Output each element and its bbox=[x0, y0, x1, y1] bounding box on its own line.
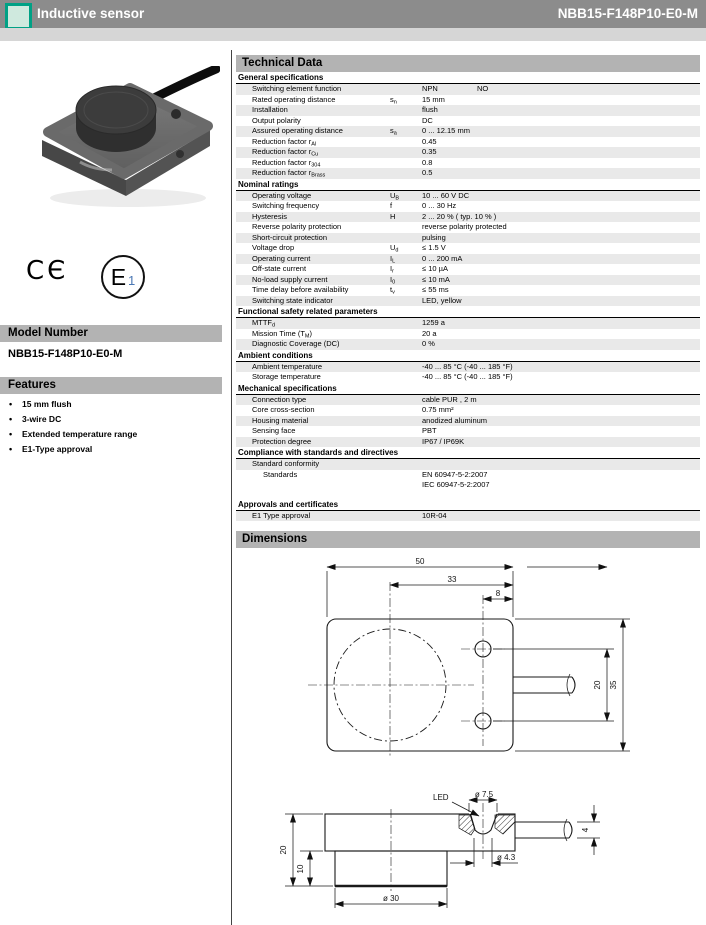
spec-value: -40 ... 85 °C (-40 ... 185 °F) bbox=[422, 372, 513, 381]
spec-value: ≤ 1.5 V bbox=[422, 243, 446, 252]
spec-symbol: $U_B$ bbox=[390, 190, 400, 201]
spec-row bbox=[236, 233, 700, 244]
spec-value: reverse polarity protected bbox=[422, 222, 507, 231]
dimensions-header: Dimensions bbox=[236, 531, 700, 548]
spec-value: cable PUR , 2 m bbox=[422, 394, 477, 404]
features-header: Features bbox=[0, 377, 222, 394]
sub-bar bbox=[0, 28, 706, 41]
spec-value: 0 ... 200 mA bbox=[422, 253, 463, 263]
spec-value: 2 ... 20 % ( typ. 10 % ) bbox=[422, 211, 497, 221]
spec-row bbox=[236, 395, 700, 406]
spec-section bbox=[236, 350, 700, 383]
spec-symbol: $s_n$ bbox=[390, 94, 397, 105]
spec-row bbox=[236, 470, 700, 492]
spec-row bbox=[236, 459, 700, 470]
technical-data-header: Technical Data bbox=[236, 55, 700, 72]
model-number-header: Model Number bbox=[0, 325, 222, 342]
dim-total-height: 20 bbox=[279, 845, 288, 855]
dim-width-center: 33 bbox=[447, 575, 457, 584]
spec-row bbox=[236, 362, 700, 373]
spec-symbol: $s_a$ bbox=[390, 126, 397, 137]
spec-row bbox=[236, 158, 700, 169]
spec-label: Standard conformity bbox=[252, 459, 320, 468]
brand-icon bbox=[5, 3, 32, 30]
spec-label: Reduction factor $r_{Brass}$ bbox=[252, 168, 326, 179]
spec-row bbox=[236, 201, 700, 212]
spec-row bbox=[236, 285, 700, 296]
spec-row bbox=[236, 437, 700, 448]
spec-label: Ambient temperature bbox=[252, 361, 323, 371]
spec-symbol: f bbox=[390, 201, 393, 210]
spec-value: flush bbox=[422, 105, 438, 114]
spec-value: pulsing bbox=[422, 232, 446, 242]
spec-row bbox=[236, 296, 700, 307]
technical-column bbox=[236, 55, 700, 925]
photo-cylinder-top bbox=[76, 86, 156, 134]
spec-value: LED, yellow bbox=[422, 295, 462, 305]
spec-value: NPN bbox=[422, 84, 438, 93]
spec-row bbox=[236, 137, 700, 148]
product-code: NBB15-F148P10-E0-M bbox=[557, 6, 698, 21]
spec-symbol: $t_v$ bbox=[390, 285, 395, 296]
spec-value: DC bbox=[422, 115, 433, 125]
spec-value: ≤ 10 mA bbox=[422, 274, 450, 284]
spec-value: ≤ 55 ms bbox=[422, 285, 449, 294]
spec-value: 1259 a bbox=[422, 318, 445, 327]
spec-row bbox=[236, 116, 700, 127]
spec-section bbox=[236, 383, 700, 448]
spec-value: ≤ 10 µA bbox=[422, 264, 448, 273]
e1-mark bbox=[101, 255, 145, 299]
section-title: General specifications bbox=[236, 72, 700, 84]
e1-digit: 1 bbox=[128, 273, 136, 288]
spec-row bbox=[236, 243, 700, 254]
dimension-drawing-top bbox=[236, 554, 700, 789]
spec-row bbox=[236, 339, 700, 350]
spec-value: 15 mm bbox=[422, 94, 445, 104]
spec-section bbox=[236, 306, 700, 350]
spec-value: 0 % bbox=[422, 339, 435, 348]
spec-label: Core cross-section bbox=[252, 405, 315, 414]
column-divider bbox=[231, 50, 232, 925]
dimension-drawing-side bbox=[236, 789, 700, 925]
spec-section bbox=[236, 179, 700, 307]
spec-value: 0.75 mm² bbox=[422, 405, 454, 414]
spec-value: 20 a bbox=[422, 328, 437, 338]
spec-row bbox=[236, 147, 700, 158]
dim-height-total: 35 bbox=[609, 680, 618, 690]
feature-item: • E1-Type approval bbox=[8, 442, 218, 457]
spec-label: Time delay before availability bbox=[252, 285, 349, 294]
section-title: Nominal ratings bbox=[236, 179, 700, 191]
led-label: LED bbox=[433, 793, 449, 802]
spec-section bbox=[236, 447, 700, 492]
spec-label: $MTTF_d$ bbox=[252, 318, 276, 329]
section-title: Ambient conditions bbox=[236, 350, 700, 362]
spec-row bbox=[236, 84, 700, 95]
spec-label: Installation bbox=[252, 105, 288, 114]
model-number-value: NBB15-F148P10-E0-M bbox=[8, 348, 123, 360]
photo-hole-2 bbox=[176, 150, 184, 158]
spec-value: 0.45 bbox=[422, 136, 437, 146]
spec-value: -40 ... 85 °C (-40 ... 185 °F) bbox=[422, 361, 513, 371]
spec-row bbox=[236, 405, 700, 416]
spec-label: Reduction factor $r_{304}$ bbox=[252, 157, 321, 168]
section-title: Compliance with standards and directives bbox=[236, 447, 700, 459]
spec-row bbox=[236, 275, 700, 286]
spec-label: No-load supply current bbox=[252, 274, 328, 284]
dim-hole-dia: ø 4.3 bbox=[497, 853, 516, 862]
section-title: Functional safety related parameters bbox=[236, 306, 700, 318]
spec-label: Switching frequency bbox=[252, 201, 320, 210]
centerlines-top bbox=[308, 582, 505, 756]
product-photo bbox=[28, 66, 220, 218]
spec-label: Hysteresis bbox=[252, 211, 288, 221]
spec-row bbox=[236, 264, 700, 275]
sensor-side-outline bbox=[325, 813, 572, 886]
spec-row bbox=[236, 191, 700, 202]
spec-label: Switching state indicator bbox=[252, 295, 333, 305]
spec-section bbox=[236, 72, 700, 179]
spec-label: Standards bbox=[263, 469, 298, 479]
spec-row bbox=[236, 426, 700, 437]
spec-value: EN 60947-5-2:2007 IEC 60947-5-2:2007 bbox=[422, 469, 490, 489]
spec-label: Connection type bbox=[252, 394, 307, 404]
dim-hole-spacing: 20 bbox=[593, 680, 602, 690]
spec-label: Reduction factor $r_{Cu}$ bbox=[252, 147, 319, 158]
bullet-icon: • bbox=[9, 444, 13, 454]
spec-symbol: H bbox=[390, 211, 396, 221]
spec-value: 10 ... 60 V DC bbox=[422, 190, 470, 200]
spec-row bbox=[236, 318, 700, 329]
spec-label: Protection degree bbox=[252, 436, 312, 446]
spec-label: Short-circuit protection bbox=[252, 232, 328, 242]
spec-label: Operating current bbox=[252, 253, 311, 263]
spec-value: 0.8 bbox=[422, 157, 433, 167]
photo-hole-1 bbox=[171, 109, 181, 119]
spec-symbol: $U_d$ bbox=[390, 243, 399, 254]
feature-item: • 3-wire DC bbox=[8, 412, 218, 427]
spec-value: 0.35 bbox=[422, 147, 437, 156]
spec-row bbox=[236, 168, 700, 179]
dim-face-height: 10 bbox=[296, 864, 305, 874]
spec-label: Mission Time $(T_M)$ bbox=[252, 328, 313, 339]
dim-width-total: 50 bbox=[415, 557, 425, 566]
spec-row bbox=[236, 105, 700, 116]
bullet-icon: • bbox=[9, 429, 13, 439]
spec-row bbox=[236, 416, 700, 427]
spec-value: 0.5 bbox=[422, 168, 433, 177]
spec-label: Switching element function bbox=[252, 84, 342, 93]
section-title: Mechanical specifications bbox=[236, 383, 700, 395]
spec-label: Reduction factor $r_{Al}$ bbox=[252, 136, 317, 147]
spec-symbol: $I_0$ bbox=[390, 274, 396, 285]
spec-label: Sensing face bbox=[252, 426, 296, 435]
spec-label: Diagnostic Coverage (DC) bbox=[252, 339, 340, 348]
dim-hole-edge: 8 bbox=[495, 589, 501, 598]
spec-label: Assured operating distance bbox=[252, 126, 343, 135]
dimension-lines-side bbox=[285, 800, 600, 908]
spec-label: Off-state current bbox=[252, 264, 307, 273]
spec-label: Housing material bbox=[252, 415, 309, 425]
spec-section bbox=[236, 499, 700, 522]
feature-item: • Extended temperature range bbox=[8, 427, 218, 442]
spec-row bbox=[236, 372, 700, 383]
bullet-icon: • bbox=[9, 399, 13, 409]
technical-sections bbox=[236, 72, 700, 521]
spec-label: Operating voltage bbox=[252, 190, 312, 200]
dim-cable-dia: 4 bbox=[581, 827, 590, 833]
spec-value: 0 ... 12.15 mm bbox=[422, 126, 470, 135]
dim-face-dia: ø 30 bbox=[382, 894, 400, 903]
section-title: Approvals and certificates bbox=[236, 499, 700, 511]
spec-symbol: $I_L$ bbox=[390, 253, 396, 264]
spec-value: IP67 / IP69K bbox=[422, 436, 465, 446]
spec-label: Storage temperature bbox=[252, 372, 321, 381]
features-list bbox=[8, 397, 218, 457]
e1-letter: E bbox=[110, 263, 127, 290]
dim-recess-dia: ø 7.5 bbox=[474, 790, 494, 799]
spec-row bbox=[236, 511, 700, 522]
spec-value: PBT bbox=[422, 426, 437, 435]
spec-value-secondary: NO bbox=[477, 84, 489, 93]
feature-item: • 15 mm flush bbox=[8, 397, 218, 412]
spec-label: E1 Type approval bbox=[252, 510, 311, 520]
dimension-lines-top bbox=[327, 567, 630, 751]
spec-row bbox=[236, 222, 700, 233]
spec-value: 10R-04 bbox=[422, 510, 447, 520]
spec-row bbox=[236, 254, 700, 265]
bullet-icon: • bbox=[9, 414, 13, 424]
spec-label: Reverse polarity protection bbox=[252, 222, 342, 231]
spec-row bbox=[236, 126, 700, 137]
spec-value: 0 ... 30 Hz bbox=[422, 201, 457, 210]
spec-row bbox=[236, 329, 700, 340]
spec-label: Rated operating distance bbox=[252, 94, 336, 104]
doc-title: Inductive sensor bbox=[37, 6, 145, 21]
top-bar bbox=[0, 0, 706, 28]
spec-label: Voltage drop bbox=[252, 243, 295, 252]
spec-value: anodized aluminum bbox=[422, 415, 488, 425]
ce-mark: CЄ bbox=[26, 256, 69, 286]
spec-symbol: $I_r$ bbox=[390, 264, 394, 275]
spec-label: Output polarity bbox=[252, 115, 301, 125]
spec-row bbox=[236, 212, 700, 223]
spec-row bbox=[236, 95, 700, 106]
